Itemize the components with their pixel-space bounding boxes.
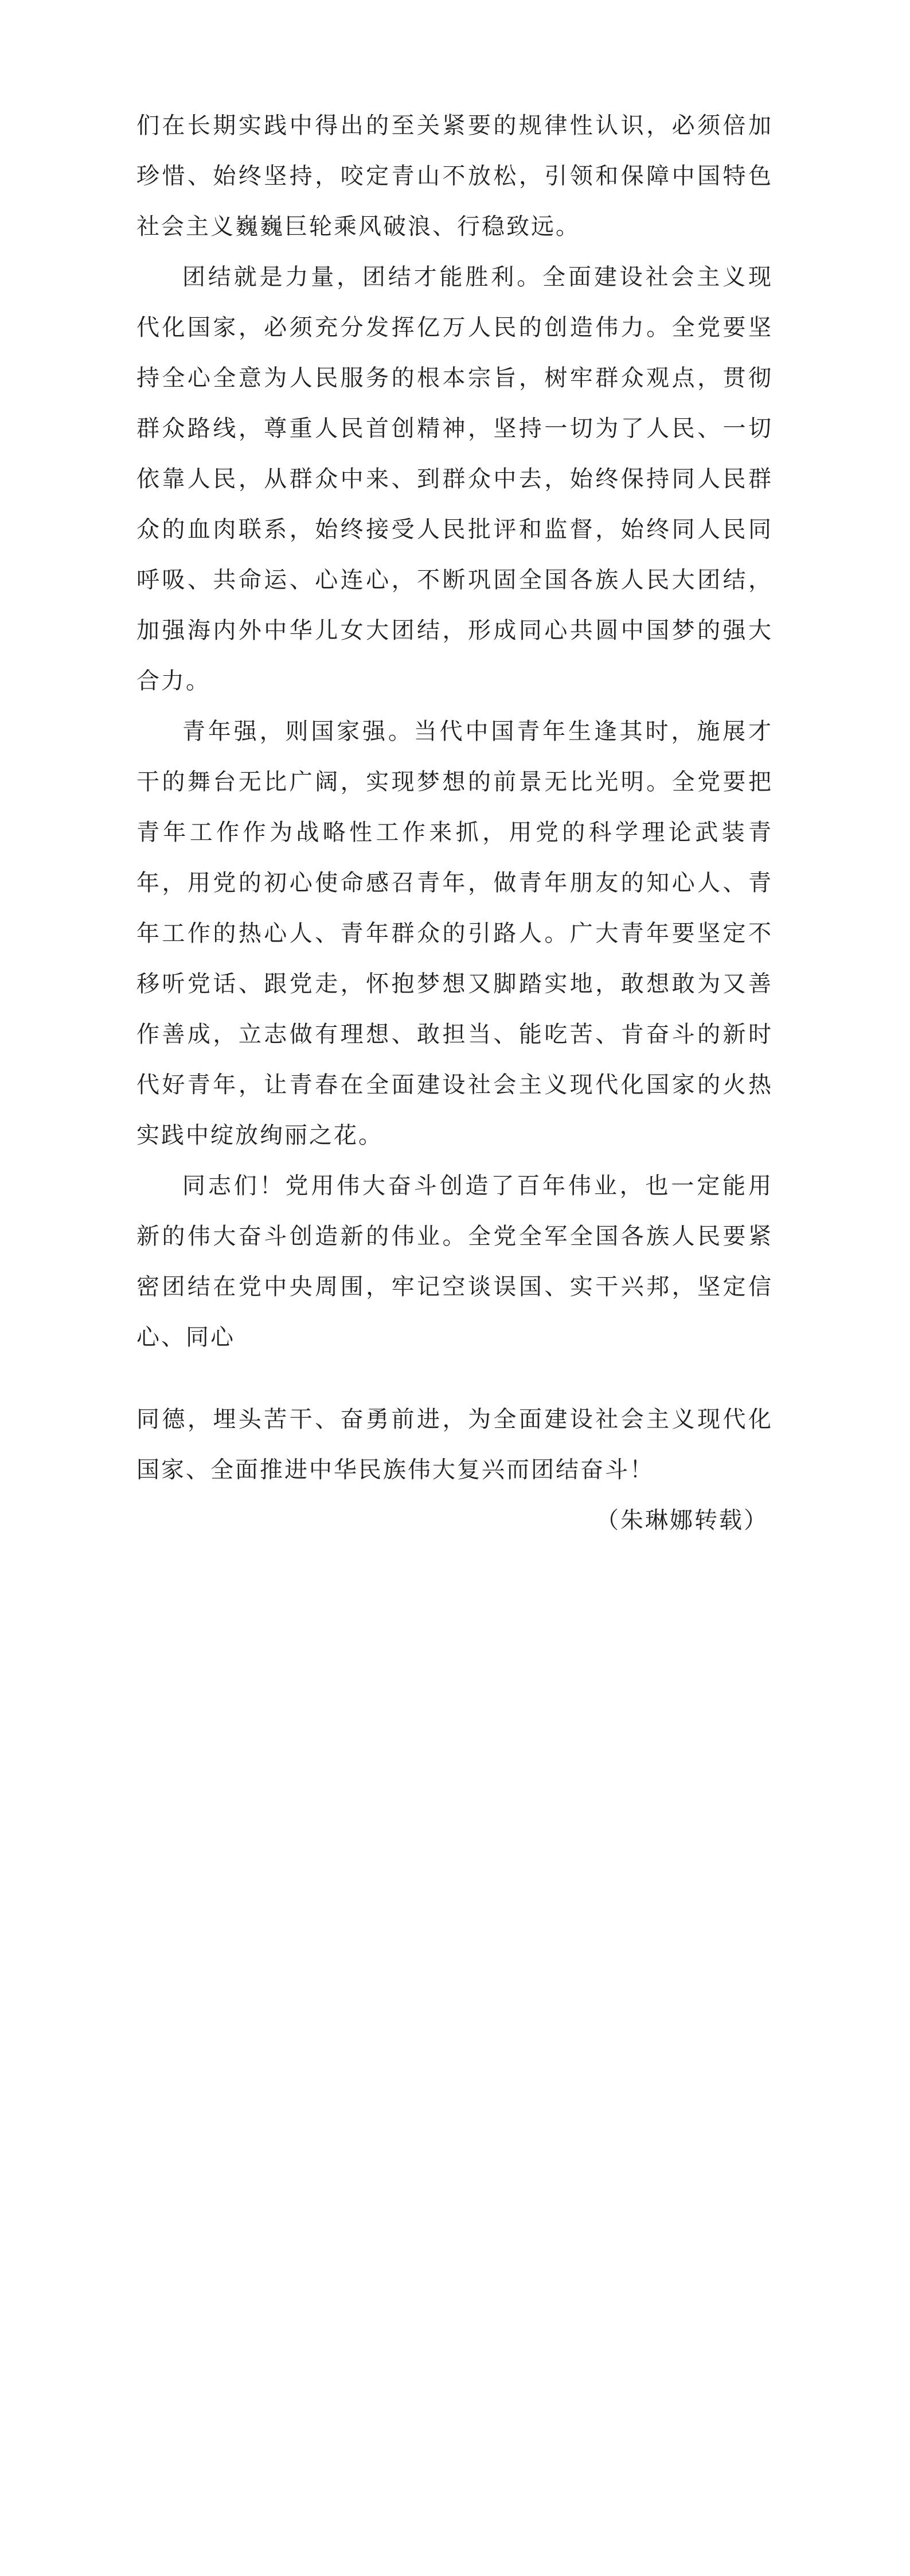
paragraph-continuation: 们在长期实践中得出的至关紧要的规律性认识，必须倍加珍惜、始终坚持，咬定青山不放松，引领和保障中国特色社会主义巍巍巨轮乘风破浪、行稳致远。 bbox=[136, 112, 773, 240]
paragraph-closing-end: 同德，埋头苦干、奋勇前进，为全面建设社会主义现代化国家、全面推进中华民族伟大复兴而团结奋斗！ bbox=[136, 1406, 773, 1483]
paragraph-closing-start: 同志们！党用伟大奋斗创造了百年伟业，也一定能用新的伟大奋斗创造新的伟业。全党全军全国各族人民要紧密团结在党中央周围，牢记空谈误国、实干兴邦，坚定信心、同心 bbox=[136, 1173, 773, 1351]
paragraph-unity: 团结就是力量，团结才能胜利。全面建设社会主义现代化国家，必须充分发挥亿万人民的创造伟力。全党要坚持全心全意为人民服务的根本宗旨，树牢群众观点，贯彻群众路线，尊重人民首创精神，坚持一切为了人民、一切依靠人民，从群众中来、到群众中去，始终保持同人民群众的血肉联系，始终接受人民批评和监督，始终同人民同呼吸、共命运、心连心，不断巩固全国各族人民大团结，加强海内外中华儿女大团结，形成同心共圆中国梦的强大合力。 bbox=[136, 264, 773, 694]
article-body-upper bbox=[136, 100, 773, 1363]
article-body-lower bbox=[136, 1394, 773, 1546]
paragraph-youth: 青年强，则国家强。当代中国青年生逢其时，施展才干的舞台无比广阔，实现梦想的前景无比光明。全党要把青年工作作为战略性工作来抓，用党的科学理论武装青年，用党的初心使命感召青年，做青年朋友的知心人、青年工作的热心人、青年群众的引路人。广大青年要坚定不移听党话、跟党走，怀抱梦想又脚踏实地，敢想敢为又善作善成，立志做有理想、敢担当、能吃苦、肯奋斗的新时代好青年，让青春在全面建设社会主义现代化国家的火热实践中绽放绚丽之花。 bbox=[136, 718, 773, 1149]
reprint-credit: （朱琳娜转载） bbox=[596, 1507, 768, 1534]
